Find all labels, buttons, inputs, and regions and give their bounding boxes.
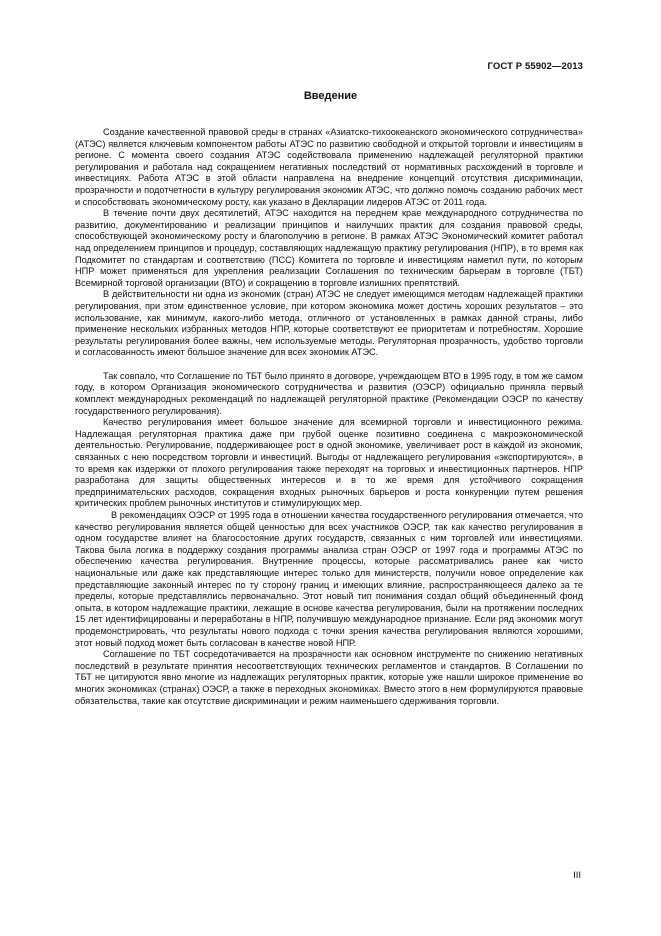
paragraph: Так совпало, что Соглашение по ТБТ было принято в договоре, учреждающем ВТО в 1995 году, в том же самом году, в котором Организация экономического сотрудничества и развития (ОЭСР) официально приняла первый комплект международных рекомендаций по надлежащей регуляторной практике (Рекомендации ОЭСР по качеству государственного регулирования). [75,370,583,416]
paragraph: В течение почти двух десятилетий, АТЭС находится на переднем крае международного сотрудничества по развитию, документированию и реализации принципов и наилучших практик для создания правовой среды, способствующей экономическому росту и благополучию в регионе. В рамках АТЭС Экономический комитет работал над определением принципов и процедур, составляющих надлежащую практику регулирования (НПР), в то время как Подкомитет по стандартам и соответствию (ПСС) Комитета по торговле и инвестициям наметил пути, по которым НПР может применяться для укрепления реализации Соглашения по техническим барьерам в торговле (ТБТ) Всемирной торговой организации (ВТО) и сокращению в торговле излишних препятствий. [75,208,583,288]
paragraph: Создание качественной правовой среды в странах «Азиатско-тихоокеанского экономического сотрудничества» (АТЭС) является ключевым компонентом работы АТЭС по развитию свободной и открытой торговли и инвестициям в регионе. С момента своего создания АТЭС содействовала применению надлежащей регуляторной практики регулирования и работала над сокращением негативных последствий от нормативных расхождений в торговле и инвестициях. Работа АТЭС в этой области направлена на внедрение концепций отсутствия дискриминации, прозрачности и подотчетности в культуру регулирования экономик АТЭС, что должно помочь созданию рабочих мест и способствовать экономическому росту, как указано в Декларации лидеров АТЭС от 2011 года. [75,127,583,207]
section-title: Введение [303,90,358,102]
page-number: III [573,870,581,881]
standard-designation: ГОСТ Р 55902—2013 [487,61,583,72]
paragraph: В рекомендациях ОЭСР от 1995 года в отношении качества государственного регулирования отмечается, что качество регулирования является общей ценностью для всех участников ОЭСР, так как качество регулирования в одном государстве влияет на благосостояние других государств, связанных с ним торговлей или инвестициями. Такова была логика в поддержку создания программы анализа стран ОЭСР от 1997 года и программы АТЭС по обеспечению качества регулирования. Внутренние процессы, которые рассматривались ранее как чисто национальные или даже как представляющие интерес только для министерств, получили новое определение как представляющие законный интерес по ту сторону границ и имеющих влияние, распространяющееся далеко за те пределы, которые представлялись первоначально. Этот новый тип понимания создал общий объединенный фонд опыта, в котором надлежащие практики, лежащие в основе качества регулирования, были на протяжении последних 15 лет идентифицированы и переработаны в НПР, получившую международное признание. Если ряд экономик могут продемонстрировать, что результаты нового подхода с точки зрения качества регулирования являются хорошими, этот новый подход может быть согласован в качестве новой НПР. [75,510,583,648]
paragraph: В действительности ни одна из экономик (стран) АТЭС не следует имеющимся методам надлежащей практики регулирования, при этом единственное условие, при котором экономика может достичь хороших результатов – это использование, как минимум, какого-либо метода, отличного от установленных в рамках данной страны, либо применение нескольких избранных методов НПР, которые соответствуют ее приоритетам и потребностям. Хорошие результаты регулирования более важны, чем используемые методы. Регуляторная прозрачность, удобство торговли и согласованность имеют большое значение для всех экономик АТЭС. [75,289,583,358]
paragraph: Качество регулирования имеет большое значение для всемирной торговли и инвестиционного режима. Надлежащая регуляторная практика даже при грубой оценке позитивно соединена с макроэкономической деятельностью. Регулирование, поддерживающее рост в одной экономике, увеличивает рост в каждой из экономик, связанных с нею посредством торговли и инвестиций. Выгоды от надлежащего регулирования «экспортируются», в то время как издержки от плохого регулирования также переходят на торговых и инвестиционных партнеров. НПР разработана для защиты общественных интересов и в то же время для устойчивого сокращения предпринимательских расходов, сокращения входных рыночных барьеров и роста конкуренции путем решения критических проблем рыночных институтов и стимулирующих мер. [75,417,583,509]
body-text [75,127,583,707]
paragraph: Соглашение по ТБТ сосредотачивается на прозрачности как основном инструменте по снижению негативных последствий в результате принятия несоответствующих технических регламентов и стандартов. В Соглашении по ТБТ не цитируются явно многие из надлежащих регуляторных практик, которые уже нашли широкое применение во многих экономиках (странах) ОЭСР, а также в переходных экономиках. Вместо этого в нем формулируются правовые обязательства, такие как отсутствие дискриминации и режим наименьшего сдерживания торговли. [75,649,583,706]
